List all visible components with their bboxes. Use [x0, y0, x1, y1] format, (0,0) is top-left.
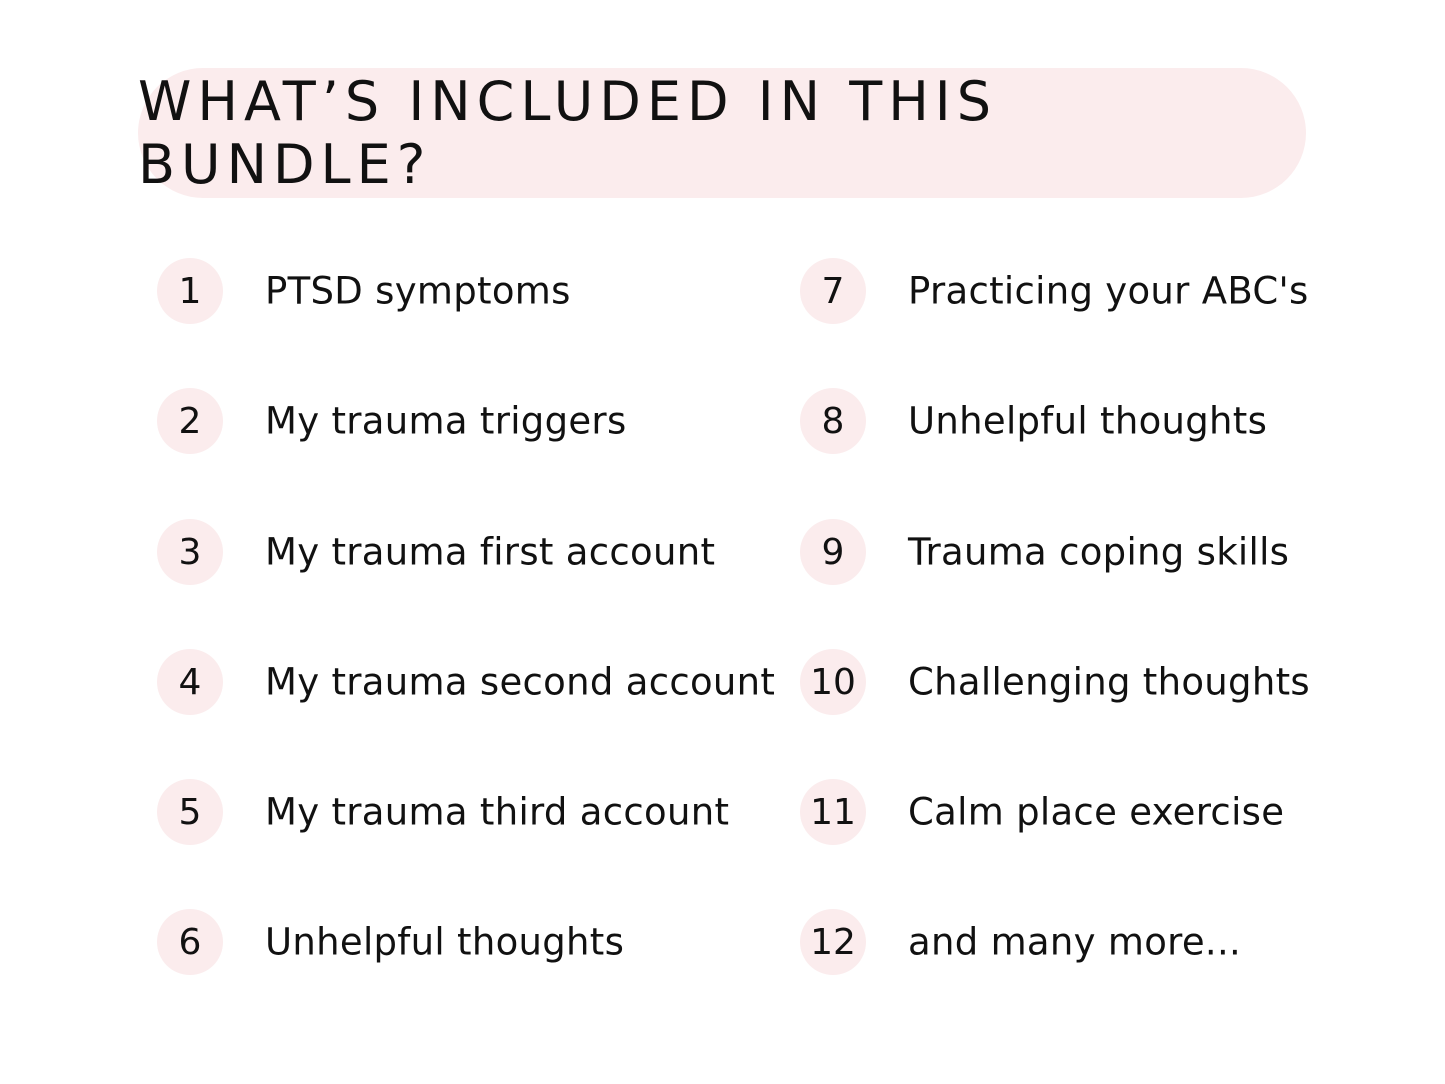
item-label: PTSD symptoms	[265, 269, 571, 313]
item-number-badge: 10	[800, 649, 866, 715]
item-label: My trauma third account	[265, 790, 730, 834]
item-number-badge: 1	[157, 258, 223, 324]
item-number-badge: 3	[157, 519, 223, 585]
item-label: Calm place exercise	[908, 790, 1285, 834]
item-label: Challenging thoughts	[908, 660, 1310, 704]
item-label: Trauma coping skills	[908, 530, 1290, 574]
page-title: WHAT’S INCLUDED IN THIS BUNDLE?	[138, 70, 998, 196]
item-number-badge: 2	[157, 388, 223, 454]
item-label: and many more...	[908, 920, 1242, 964]
item-label: Practicing your ABC's	[908, 269, 1309, 313]
item-label: My trauma first account	[265, 530, 716, 574]
title-banner	[138, 68, 1306, 198]
item-number-badge: 6	[157, 909, 223, 975]
item-number-badge: 12	[800, 909, 866, 975]
item-number-badge: 5	[157, 779, 223, 845]
item-label: My trauma triggers	[265, 399, 627, 443]
item-number-badge: 8	[800, 388, 866, 454]
item-label: My trauma second account	[265, 660, 776, 704]
item-number-badge: 11	[800, 779, 866, 845]
item-number-badge: 4	[157, 649, 223, 715]
item-number-badge: 9	[800, 519, 866, 585]
item-label: Unhelpful thoughts	[265, 920, 625, 964]
item-number-badge: 7	[800, 258, 866, 324]
item-label: Unhelpful thoughts	[908, 399, 1268, 443]
